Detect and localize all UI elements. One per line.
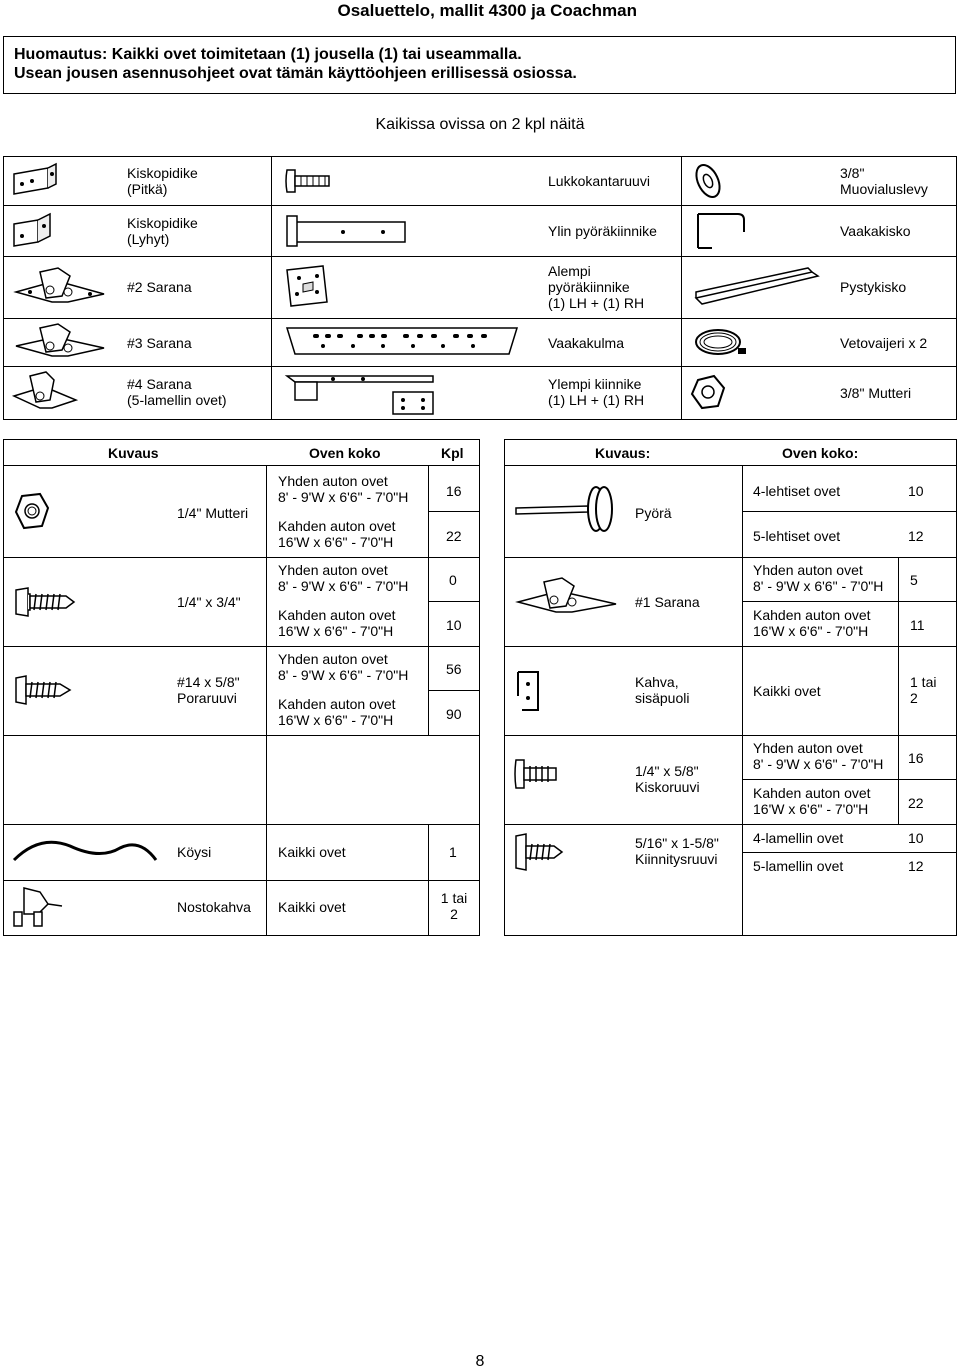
left-header-desc: Kuvaus xyxy=(108,445,159,461)
right-row-4-qty-1: 16 xyxy=(908,750,924,766)
hinge-2-icon xyxy=(10,262,110,312)
left-row-3-qty-2: 90 xyxy=(446,706,462,722)
right-row-2-size-2: Kahden auton ovet 16'W x 6'6" - 7'0"H xyxy=(753,607,871,639)
top-fixture-icon xyxy=(283,372,443,416)
lift-handle-icon xyxy=(10,884,70,930)
mounting-screw-icon xyxy=(512,830,568,874)
washer-icon xyxy=(690,160,726,202)
note-line-2: Usean jousen asennusohjeet ovat tämän käyttöohjeen erillisessä osiossa. xyxy=(14,65,577,82)
parts-subtitle: Kaikissa ovissa on 2 kpl näitä xyxy=(375,116,585,133)
top-roller-bracket-icon xyxy=(283,210,408,252)
part-top-roller-bracket-label: Ylin pyöräkiinnike xyxy=(548,223,657,239)
left-row-2-name: 1/4" x 3/4" xyxy=(177,594,241,610)
part-short-bracket-label: Kiskopidike (Lyhyt) xyxy=(127,215,198,247)
right-row-5-size-2: 5-lamellin ovet xyxy=(753,858,844,874)
part-vertical-track-label: Pystykisko xyxy=(840,279,907,295)
right-row-5-qty-2: 12 xyxy=(908,858,924,874)
part-cable-label: Vetovaijeri x 2 xyxy=(840,335,928,351)
part-carriage-bolt-label: Lukkokantaruuvi xyxy=(548,173,650,189)
rope-icon xyxy=(10,830,160,874)
part-horizontal-track-label: Vaakakisko xyxy=(840,223,911,239)
left-header-size: Oven koko xyxy=(309,445,381,461)
inside-handle-icon xyxy=(512,666,552,716)
left-header-qty: Kpl xyxy=(441,445,464,461)
long-track-bracket-icon xyxy=(10,162,60,200)
page-number: 8 xyxy=(475,1353,485,1370)
hinge-1-icon xyxy=(512,572,622,622)
vertical-track-icon xyxy=(692,264,822,308)
right-row-5-size-1: 4-lamellin ovet xyxy=(753,830,844,846)
left-row-2-size-2: Kahden auton ovet 16'W x 6'6" - 7'0"H xyxy=(278,607,396,639)
note-line-1: Huomautus: Kaikki ovet toimitetaan (1) jousella (1) tai useammalla. xyxy=(14,46,522,63)
left-row-2-size-1: Yhden auton ovet 8' - 9'W x 6'6" - 7'0"H xyxy=(278,562,409,594)
drill-screw-icon xyxy=(12,672,72,708)
track-bolt-icon xyxy=(512,754,562,794)
left-row-3-size-1: Yhden auton ovet 8' - 9'W x 6'6" - 7'0"H xyxy=(278,651,409,683)
right-row-2-qty-2: 11 xyxy=(910,617,925,633)
note-box xyxy=(3,36,956,94)
part-washer-label: 3/8" Muovialuslevy xyxy=(840,165,928,197)
left-row-3-qty-1: 56 xyxy=(446,661,462,677)
cable-icon xyxy=(690,322,750,362)
left-row-4-name: Köysi xyxy=(177,844,212,860)
part-nut-3-8-label: 3/8" Mutteri xyxy=(840,385,912,401)
nut-1-4-icon xyxy=(12,490,52,532)
part-hinge-3-label: #3 Sarana xyxy=(127,335,192,351)
right-row-4-name: 1/4" x 5/8" Kiskoruuvi xyxy=(635,763,700,795)
part-long-bracket-label: Kiskopidike (Pitkä) xyxy=(127,165,198,197)
right-row-3-name: Kahva, sisäpuoli xyxy=(635,674,690,706)
right-row-4-qty-2: 22 xyxy=(908,795,924,811)
right-row-2-name: #1 Sarana xyxy=(635,594,700,610)
nut-3-8-icon xyxy=(690,372,726,412)
left-row-4-qty: 1 xyxy=(449,844,457,860)
carriage-bolt-icon xyxy=(283,162,333,200)
part-hinge-4-label: #4 Sarana (5-lamellin ovet) xyxy=(127,376,227,408)
right-row-4-size-1: Yhden auton ovet 8' - 9'W x 6'6" - 7'0"H xyxy=(753,740,884,772)
left-row-2-qty-1: 0 xyxy=(449,572,457,588)
right-row-3-qty: 1 tai 2 xyxy=(910,674,937,706)
left-row-2-qty-2: 10 xyxy=(446,617,462,633)
part-top-fixture-label: Ylempi kiinnike (1) LH + (1) RH xyxy=(548,376,645,408)
left-row-1-qty-2: 22 xyxy=(446,528,462,544)
right-row-1-qty-1: 10 xyxy=(908,483,924,499)
right-row-2-size-1: Yhden auton ovet 8' - 9'W x 6'6" - 7'0"H xyxy=(753,562,884,594)
right-row-2-qty-1: 5 xyxy=(910,572,918,588)
part-horizontal-angle-label: Vaakakulma xyxy=(548,335,625,351)
screw-1-4-x-3-4-icon xyxy=(12,584,78,620)
right-row-5-qty-1: 10 xyxy=(908,830,924,846)
left-row-3-size-2: Kahden auton ovet 16'W x 6'6" - 7'0"H xyxy=(278,696,396,728)
page-title: Osaluettelo, mallit 4300 ja Coachman xyxy=(337,1,637,20)
bottom-roller-bracket-icon xyxy=(283,262,333,310)
right-row-1-name: Pyörä xyxy=(635,505,672,521)
hinge-4-icon xyxy=(10,370,80,416)
horizontal-track-icon xyxy=(692,208,747,254)
right-header-size: Oven koko: xyxy=(782,445,859,461)
roller-icon xyxy=(512,482,622,536)
right-row-5-name: 5/16" x 1-5/8" Kiinnitysruuvi xyxy=(635,835,719,867)
hinge-3-icon xyxy=(10,322,110,362)
left-row-1-size-1: Yhden auton ovet 8' - 9'W x 6'6" - 7'0"H xyxy=(278,473,409,505)
left-row-4-size: Kaikki ovet xyxy=(278,844,346,860)
right-row-4-size-2: Kahden auton ovet 16'W x 6'6" - 7'0"H xyxy=(753,785,871,817)
left-row-1-name: 1/4" Mutteri xyxy=(177,505,249,521)
right-row-1-size-1: 4-lehtiset ovet xyxy=(753,483,841,499)
right-row-1-qty-2: 12 xyxy=(908,528,924,544)
left-row-1-qty-1: 16 xyxy=(446,483,462,499)
horizontal-angle-icon xyxy=(283,324,523,360)
left-row-1-size-2: Kahden auton ovet 16'W x 6'6" - 7'0"H xyxy=(278,518,396,550)
part-hinge-2-label: #2 Sarana xyxy=(127,279,192,295)
left-row-5-size: Kaikki ovet xyxy=(278,899,346,915)
right-header-desc: Kuvaus: xyxy=(595,445,651,461)
right-row-1-size-2: 5-lehtiset ovet xyxy=(753,528,841,544)
part-bottom-roller-bracket-label: Alempi pyöräkiinnike (1) LH + (1) RH xyxy=(548,263,645,311)
left-row-5-name: Nostokahva xyxy=(177,899,251,915)
left-row-5-qty: 1 tai 2 xyxy=(440,890,468,922)
short-track-bracket-icon xyxy=(10,210,60,250)
right-row-3-size: Kaikki ovet xyxy=(753,683,821,699)
left-row-3-name: #14 x 5/8" Poraruuvi xyxy=(177,674,240,706)
